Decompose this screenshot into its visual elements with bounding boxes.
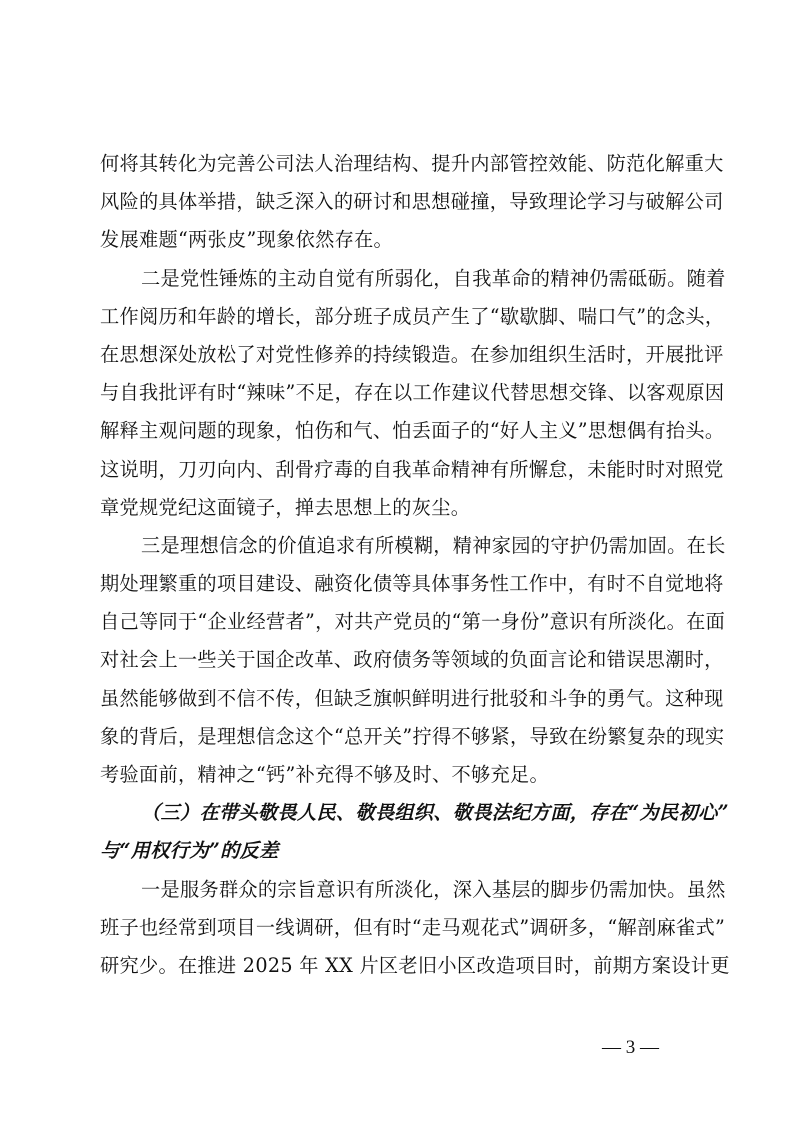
- paragraph-service: [100, 871, 730, 986]
- paragraph-continuation: [100, 145, 724, 260]
- text-line: 在思想深处放松了对党性修养的持续锻造。在参加组织生活时，开展批评: [100, 342, 724, 366]
- text-line: 研究少。在推进 2025 年 XX 片区老旧小区改造项目时，前期方案设计更: [100, 953, 730, 977]
- page-number: — 3 —: [602, 1037, 659, 1058]
- text-line: 三是理想信念的价值追求有所模糊，精神家园的守护仍需加固。在长: [141, 533, 726, 557]
- text-line: 一是服务群众的宗旨意识有所淡化，深入基层的脚步仍需加快。虽然: [141, 877, 726, 901]
- text-line: 这说明，刀刃向内、刮骨疗毒的自我革命精神有所懈怠，未能时时对照党: [100, 457, 724, 481]
- text-line: 二是党性锤炼的主动自觉有所弱化，自我革命的精神仍需砥砺。随着: [141, 266, 726, 290]
- heading-line: （三）在带头敬畏人民、敬畏组织、敬畏法纪方面，存在“为民初心”: [141, 801, 729, 825]
- text-line: 对社会上一些关于国企改革、政府债务等领域的负面言论和错误思潮时，: [100, 648, 724, 672]
- text-line: 考验面前，精神之“钙”补充得不够及时、不够充足。: [100, 763, 549, 786]
- heading-line: 与“用权行为”的反差: [100, 839, 279, 863]
- text-line: 自己等同于“企业经营者”，对共产党员的“第一身份”意识有所淡化。在面: [100, 610, 726, 634]
- text-line: 虽然能够做到不信不传，但缺乏旗帜鲜明进行批驳和斗争的勇气。这种现: [100, 686, 724, 710]
- section-heading: [100, 794, 729, 870]
- text-line: 解释主观问题的现象，怕伤和气、怕丢面子的“好人主义”思想偶有抬头。: [100, 419, 725, 443]
- text-line: 发展难题“两张皮”现象依然存在。: [100, 228, 394, 252]
- text-line: 风险的具体举措，缺乏深入的研讨和思想碰撞，导致理论学习与破解公司: [100, 190, 724, 214]
- text-line: 班子也经常到项目一线调研，但有时“走马观花式”调研多，“解剖麻雀式”: [100, 915, 726, 939]
- text-line: 章党规党纪这面镜子，掸去思想上的灰尘。: [100, 495, 471, 519]
- text-line: 工作阅历和年龄的增长，部分班子成员产生了“歇歇脚、喘口气”的念头，: [100, 304, 725, 328]
- text-line: 与自我批评有时“辣味”不足，存在以工作建议代替思想交锋、以客观原因: [100, 381, 725, 405]
- text-line: 期处理繁重的项目建设、融资化债等具体事务性工作中，有时不自觉地将: [100, 572, 724, 596]
- paragraph-party-spirit: [100, 260, 726, 527]
- body-text: [100, 145, 730, 985]
- text-line: 象的背后，是理想信念这个“总开关”拧得不够紧，导致在纷繁复杂的现实: [100, 724, 725, 748]
- paragraph-ideals: [100, 527, 726, 794]
- text-line: 何将其转化为完善公司法人治理结构、提升内部管控效能、防范化解重大: [100, 152, 724, 175]
